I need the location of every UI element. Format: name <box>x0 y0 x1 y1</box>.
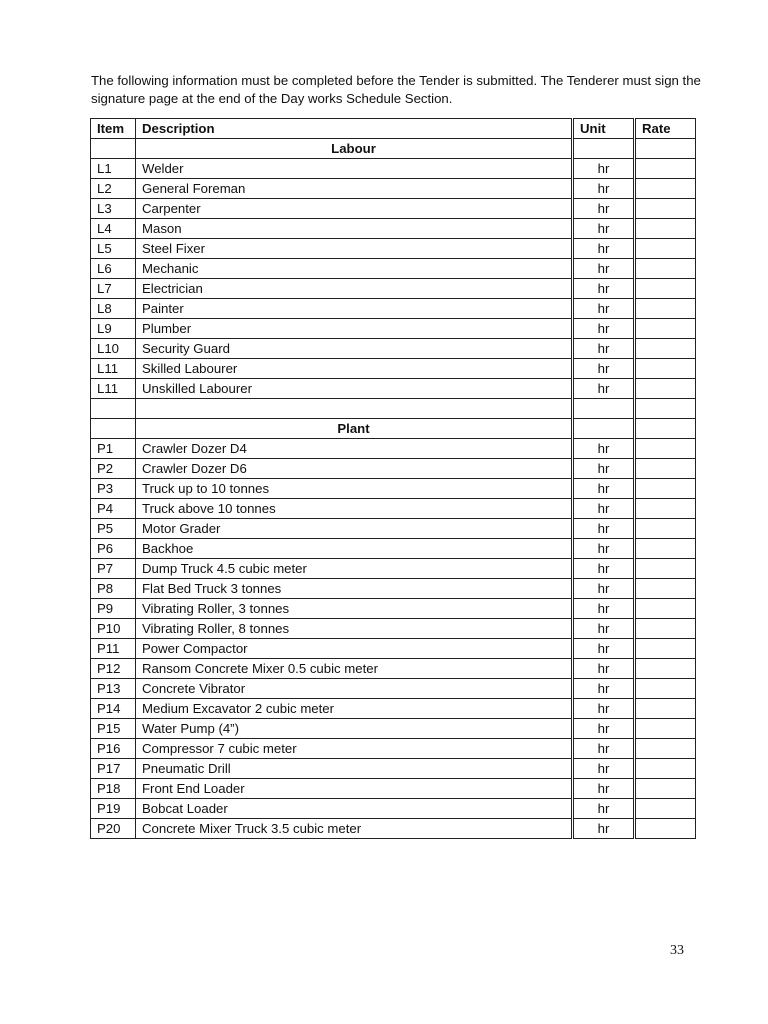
table-row <box>91 539 696 559</box>
rate-entry-cell[interactable] <box>635 439 696 459</box>
item-unit: hr <box>573 759 635 779</box>
rate-entry-cell[interactable] <box>635 619 696 639</box>
section-unit-cell <box>573 419 635 439</box>
item-unit: hr <box>573 559 635 579</box>
item-unit: hr <box>573 579 635 599</box>
rate-entry-cell[interactable] <box>635 339 696 359</box>
item-description: Front End Loader <box>136 779 573 799</box>
item-code: L7 <box>91 279 136 299</box>
item-code: L10 <box>91 339 136 359</box>
item-description: Pneumatic Drill <box>136 759 573 779</box>
rate-entry-cell[interactable] <box>635 359 696 379</box>
item-description: Steel Fixer <box>136 239 573 259</box>
item-description: Welder <box>136 159 573 179</box>
rate-entry-cell[interactable] <box>635 719 696 739</box>
item-description: Compressor 7 cubic meter <box>136 739 573 759</box>
item-code: P11 <box>91 639 136 659</box>
item-code: P7 <box>91 559 136 579</box>
blank-item-cell <box>91 399 136 419</box>
rate-entry-cell[interactable] <box>635 579 696 599</box>
table-row <box>91 259 696 279</box>
section-row-plant <box>91 419 696 439</box>
table-row <box>91 559 696 579</box>
rate-entry-cell[interactable] <box>635 799 696 819</box>
item-description: Dump Truck 4.5 cubic meter <box>136 559 573 579</box>
dayworks-schedule-table <box>90 118 696 839</box>
item-description: Truck up to 10 tonnes <box>136 479 573 499</box>
item-code: L4 <box>91 219 136 239</box>
table-row <box>91 779 696 799</box>
table-row <box>91 199 696 219</box>
rate-entry-cell[interactable] <box>635 659 696 679</box>
item-code: P5 <box>91 519 136 539</box>
rate-entry-cell[interactable] <box>635 259 696 279</box>
item-code: L6 <box>91 259 136 279</box>
blank-rate-cell <box>635 399 696 419</box>
item-unit: hr <box>573 179 635 199</box>
item-code: L5 <box>91 239 136 259</box>
item-unit: hr <box>573 299 635 319</box>
item-description: Backhoe <box>136 539 573 559</box>
item-unit: hr <box>573 719 635 739</box>
rate-entry-cell[interactable] <box>635 499 696 519</box>
item-unit: hr <box>573 219 635 239</box>
item-unit: hr <box>573 519 635 539</box>
header-description: Description <box>136 119 573 139</box>
item-description: Vibrating Roller, 8 tonnes <box>136 619 573 639</box>
rate-entry-cell[interactable] <box>635 639 696 659</box>
item-description: Motor Grader <box>136 519 573 539</box>
item-code: P9 <box>91 599 136 619</box>
section-item-cell <box>91 139 136 159</box>
table-row <box>91 499 696 519</box>
item-code: P12 <box>91 659 136 679</box>
item-description: Vibrating Roller, 3 tonnes <box>136 599 573 619</box>
item-description: Unskilled Labourer <box>136 379 573 399</box>
page-number: 33 <box>670 943 684 958</box>
table-row <box>91 819 696 839</box>
rate-entry-cell[interactable] <box>635 479 696 499</box>
item-unit: hr <box>573 739 635 759</box>
rate-entry-cell[interactable] <box>635 299 696 319</box>
section-item-cell <box>91 419 136 439</box>
rate-entry-cell[interactable] <box>635 179 696 199</box>
section-title-labour: Labour <box>136 139 573 159</box>
intro-paragraph: The following information must be completed before the Tender is submitted. The Tenderer must sign the signature page at the end of the Day works Schedule Section. <box>91 73 701 106</box>
table-row <box>91 799 696 819</box>
item-description: General Foreman <box>136 179 573 199</box>
item-description: Concrete Vibrator <box>136 679 573 699</box>
item-unit: hr <box>573 459 635 479</box>
rate-entry-cell[interactable] <box>635 759 696 779</box>
item-unit: hr <box>573 599 635 619</box>
item-code: L3 <box>91 199 136 219</box>
table-row <box>91 719 696 739</box>
item-description: Painter <box>136 299 573 319</box>
item-unit: hr <box>573 439 635 459</box>
item-unit: hr <box>573 479 635 499</box>
item-description: Carpenter <box>136 199 573 219</box>
item-description: Security Guard <box>136 339 573 359</box>
item-description: Medium Excavator 2 cubic meter <box>136 699 573 719</box>
item-code: L11 <box>91 359 136 379</box>
rate-entry-cell[interactable] <box>635 699 696 719</box>
item-unit: hr <box>573 659 635 679</box>
item-code: L8 <box>91 299 136 319</box>
rate-entry-cell[interactable] <box>635 159 696 179</box>
item-code: P17 <box>91 759 136 779</box>
table-row <box>91 379 696 399</box>
item-code: P2 <box>91 459 136 479</box>
blank-unit-cell <box>573 399 635 419</box>
table-row <box>91 699 696 719</box>
rate-entry-cell[interactable] <box>635 779 696 799</box>
item-description: Crawler Dozer D4 <box>136 439 573 459</box>
rate-entry-cell[interactable] <box>635 539 696 559</box>
section-unit-cell <box>573 139 635 159</box>
item-code: P1 <box>91 439 136 459</box>
table-row <box>91 599 696 619</box>
item-code: P14 <box>91 699 136 719</box>
item-code: L11 <box>91 379 136 399</box>
rate-entry-cell[interactable] <box>635 599 696 619</box>
header-unit: Unit <box>573 119 635 139</box>
item-unit: hr <box>573 679 635 699</box>
table-row <box>91 439 696 459</box>
item-code: P6 <box>91 539 136 559</box>
rate-entry-cell[interactable] <box>635 199 696 219</box>
table-row <box>91 239 696 259</box>
table-row <box>91 299 696 319</box>
item-code: P16 <box>91 739 136 759</box>
item-code: P19 <box>91 799 136 819</box>
table-row <box>91 679 696 699</box>
item-unit: hr <box>573 319 635 339</box>
item-description: Truck above 10 tonnes <box>136 499 573 519</box>
item-unit: hr <box>573 639 635 659</box>
rate-entry-cell[interactable] <box>635 559 696 579</box>
rate-entry-cell[interactable] <box>635 519 696 539</box>
item-code: L1 <box>91 159 136 179</box>
item-unit: hr <box>573 619 635 639</box>
item-code: P10 <box>91 619 136 639</box>
table-row <box>91 519 696 539</box>
item-code: P8 <box>91 579 136 599</box>
item-code: P20 <box>91 819 136 839</box>
rate-entry-cell[interactable] <box>635 239 696 259</box>
item-description: Concrete Mixer Truck 3.5 cubic meter <box>136 819 573 839</box>
table-row <box>91 639 696 659</box>
item-description: Skilled Labourer <box>136 359 573 379</box>
rate-entry-cell[interactable] <box>635 279 696 299</box>
item-unit: hr <box>573 699 635 719</box>
item-code: L2 <box>91 179 136 199</box>
item-unit: hr <box>573 259 635 279</box>
item-description: Electrician <box>136 279 573 299</box>
table-row <box>91 759 696 779</box>
item-code: P15 <box>91 719 136 739</box>
item-description: Mechanic <box>136 259 573 279</box>
item-unit: hr <box>573 339 635 359</box>
item-description: Flat Bed Truck 3 tonnes <box>136 579 573 599</box>
item-description: Ransom Concrete Mixer 0.5 cubic meter <box>136 659 573 679</box>
item-description: Bobcat Loader <box>136 799 573 819</box>
rate-entry-cell[interactable] <box>635 739 696 759</box>
table-header-row <box>91 119 696 139</box>
item-description: Mason <box>136 219 573 239</box>
item-unit: hr <box>573 279 635 299</box>
table-row <box>91 339 696 359</box>
item-unit: hr <box>573 159 635 179</box>
table-row <box>91 279 696 299</box>
section-title-plant: Plant <box>136 419 573 439</box>
section-row-labour <box>91 139 696 159</box>
table-row <box>91 359 696 379</box>
table-row <box>91 319 696 339</box>
table-row <box>91 219 696 239</box>
item-unit: hr <box>573 499 635 519</box>
item-unit: hr <box>573 199 635 219</box>
table-row <box>91 739 696 759</box>
blank-row <box>91 399 696 419</box>
rate-entry-cell[interactable] <box>635 219 696 239</box>
item-code: L9 <box>91 319 136 339</box>
item-code: P13 <box>91 679 136 699</box>
section-rate-cell <box>635 139 696 159</box>
item-code: P3 <box>91 479 136 499</box>
item-unit: hr <box>573 239 635 259</box>
header-rate: Rate <box>635 119 696 139</box>
item-code: P4 <box>91 499 136 519</box>
item-description: Crawler Dozer D6 <box>136 459 573 479</box>
rate-entry-cell[interactable] <box>635 319 696 339</box>
item-description: Plumber <box>136 319 573 339</box>
item-unit: hr <box>573 819 635 839</box>
table-row <box>91 479 696 499</box>
table-row <box>91 179 696 199</box>
item-unit: hr <box>573 799 635 819</box>
item-description: Power Compactor <box>136 639 573 659</box>
table-row <box>91 659 696 679</box>
table-row <box>91 459 696 479</box>
rate-entry-cell[interactable] <box>635 459 696 479</box>
rate-entry-cell[interactable] <box>635 679 696 699</box>
table-row <box>91 579 696 599</box>
blank-description-cell <box>136 399 573 419</box>
table-row <box>91 159 696 179</box>
item-unit: hr <box>573 539 635 559</box>
section-rate-cell <box>635 419 696 439</box>
table-body <box>91 139 696 839</box>
item-unit: hr <box>573 379 635 399</box>
item-unit: hr <box>573 779 635 799</box>
header-item: Item <box>91 119 136 139</box>
rate-entry-cell[interactable] <box>635 379 696 399</box>
rate-entry-cell[interactable] <box>635 819 696 839</box>
item-description: Water Pump (4”) <box>136 719 573 739</box>
table-row <box>91 619 696 639</box>
item-code: P18 <box>91 779 136 799</box>
item-unit: hr <box>573 359 635 379</box>
